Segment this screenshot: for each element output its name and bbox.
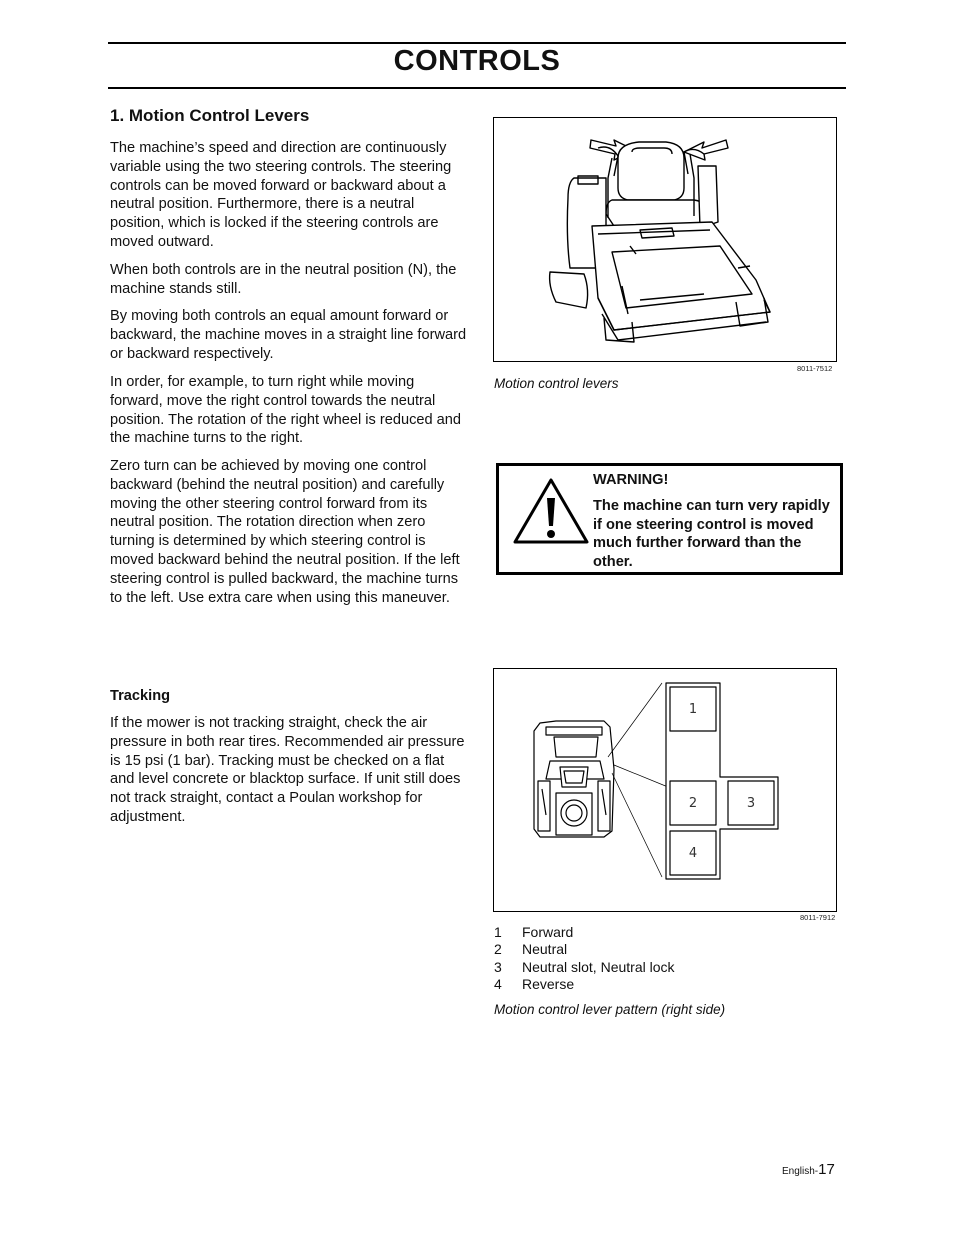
- warning-title: WARNING!: [593, 472, 669, 488]
- top-rule: [108, 42, 846, 44]
- mower-illustration: [494, 118, 836, 361]
- legend-item: 1 Forward: [494, 924, 574, 940]
- figure-lever-pattern: [493, 668, 837, 912]
- slot-label-4: 4: [688, 846, 698, 861]
- figure-caption: Motion control levers: [494, 376, 619, 391]
- page-title: CONTROLS: [393, 45, 561, 77]
- warning-text: The machine can turn very rapidly if one steering control is moved much further forward than the other.: [593, 498, 830, 571]
- page-footer: [782, 1161, 835, 1179]
- slot-label-3: 3: [746, 796, 756, 811]
- paragraph: By moving both controls an equal amount forward or backward, the machine moves in a straight line forward or backward respectively.: [110, 308, 467, 362]
- paragraph: When both controls are in the neutral position (N), the machine stands still.: [110, 262, 457, 297]
- paragraph: If the mower is not tracking straight, check the air pressure in both rear tires. Recommended air pressure is 15 psi (1 bar). Tracking must be checked on a flat and level concrete or blacktop surface. If unit still does not track straight, contact a Poulan workshop for adjustment.: [110, 715, 465, 825]
- legend-item: 3 Neutral slot, Neutral lock: [494, 958, 675, 975]
- page-number: 17: [818, 1161, 835, 1178]
- paragraph: In order, for example, to turn right while moving forward, move the right control towards the neutral position. The rotation of the right wheel is reduced and the machine turns to the right.: [110, 374, 462, 447]
- title-underline: [108, 87, 846, 89]
- figure-caption: Motion control lever pattern (right side): [494, 1002, 726, 1017]
- figure-legend: [494, 924, 675, 994]
- paragraph: Zero turn can be achieved by moving one control backward (behind the neutral position) and carefully moving the other steering control forward from its neutral position. The rotation direction when zero turning is determined by which steering control is moved backward behind the neutral position. If the left steering control is pulled backward, the machine turns to the left. Use extra care when using this maneuver.: [110, 458, 460, 606]
- section-heading-motion-control: 1. Motion Control Levers: [110, 106, 310, 125]
- lever-pattern-diagram: [494, 669, 836, 911]
- warning-triangle-icon: [511, 476, 591, 548]
- legend-item: 4 Reverse: [494, 976, 575, 993]
- slot-label-1: 1: [688, 702, 698, 717]
- section-heading-tracking: Tracking: [110, 688, 171, 704]
- paragraph: The machine’s speed and direction are continuously variable using the two steering controls. The steering controls can be moved forward or backward about a neutral position. Furthermore, there is a neutral position, which is locked if the steering controls are moved outward.: [110, 140, 452, 250]
- figure-code: 8011-7912: [800, 913, 836, 922]
- figure-code: 8011-7512: [797, 364, 833, 373]
- slot-label-2: 2: [688, 796, 698, 811]
- figure-motion-control-levers: [493, 117, 837, 362]
- footer-language: English-: [782, 1166, 819, 1177]
- warning-box: [496, 463, 843, 575]
- legend-item: 2 Neutral: [494, 941, 568, 958]
